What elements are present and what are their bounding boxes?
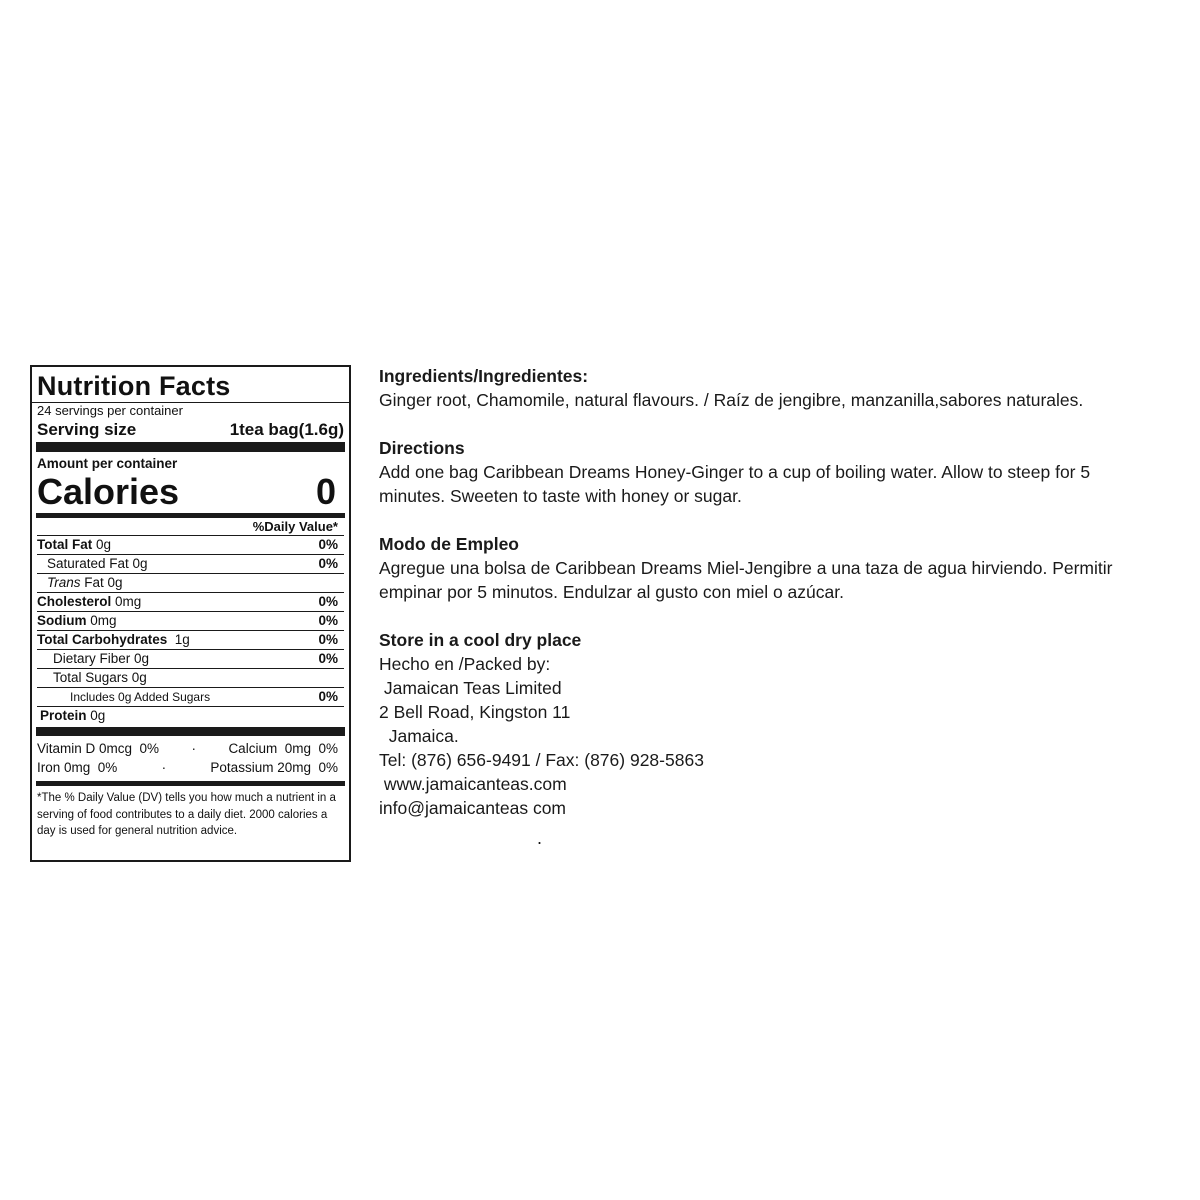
storage-heading: Store in a cool dry place [379,630,582,650]
serving-size-label: Serving size [37,420,137,439]
nutrient-row: Cholesterol 0mg 0% [37,592,344,611]
nutrition-facts-panel [30,365,351,862]
nutrient-row: Trans Fat 0g [37,573,344,592]
nutrition-title: Nutrition Facts [37,371,231,401]
amount-per-container: Amount per container [37,456,178,471]
modo-text-2: empinar por 5 minutos. Endulzar al gusto con miel o azúcar. [379,582,844,602]
packed-by: Hecho en /Packed by: [379,654,551,674]
directions-heading: Directions [379,438,465,458]
footnote: *The % Daily Value (DV) tells you how much a nutrient in a serving of food contributes to a daily diet. 2000 calories a day is used for general nutrition advice. [37,792,336,837]
phone-fax: Tel: (876) 656-9491 / Fax: (876) 928-5863 [379,750,704,770]
nutrient-row: Dietary Fiber 0g 0% [37,649,344,668]
modo-text-1: Agregue una bolsa de Caribbean Dreams Miel-Jengibre a una taza de agua hirviendo. Permitir [379,558,1113,578]
thick-divider [36,727,345,736]
serving-size-row [37,419,344,440]
directions-text-2: minutes. Sweeten to taste with honey or sugar. [379,486,742,506]
serving-size-value: 1tea bag(1.6g) [229,420,344,439]
daily-value-header: %Daily Value* [252,519,338,534]
modo-heading: Modo de Empleo [379,534,519,554]
servings-per-container: 24 servings per container [37,403,183,418]
vitamin-row: Vitamin D 0mcg 0% · Calcium 0mg 0% [37,741,338,756]
nutrient-row: Sodium 0mg 0% [37,611,344,630]
calories-value: 0 [315,471,336,512]
address: 2 Bell Road, Kingston 11 [379,702,571,722]
ingredients-heading: Ingredients/Ingredientes: [379,366,589,386]
company-name: Jamaican Teas Limited [379,678,562,698]
product-info [379,364,1179,820]
nutrient-row: Protein 0g [37,706,344,725]
nutrient-row: Total Sugars 0g [37,668,344,687]
directions-text-1: Add one bag Caribbean Dreams Honey-Ginger to a cup of boiling water. Allow to steep for 5 [379,462,1091,482]
nutrient-row: Includes 0g Added Sugars 0% [37,687,344,706]
vitamin-row: Iron 0mg 0% · Potassium 20mg 0% [37,760,338,775]
ingredients-text: Ginger root, Chamomile, natural flavours. / Raíz de jengibre, manzanilla,sabores naturales. [379,390,1084,410]
calories-label: Calories [37,471,180,512]
email: info@jamaicanteas com [379,798,567,818]
website: www.jamaicanteas.com [379,774,567,794]
thick-divider [36,442,345,452]
calories-row [37,473,344,511]
nutrient-row: Saturated Fat 0g 0% [37,554,344,573]
nutrient-row: Total Fat 0g 0% [37,535,344,554]
nutrient-row: Total Carbohydrates 1g 0% [37,630,344,649]
stray-dot: . [537,828,543,848]
country: Jamaica. [379,726,459,746]
